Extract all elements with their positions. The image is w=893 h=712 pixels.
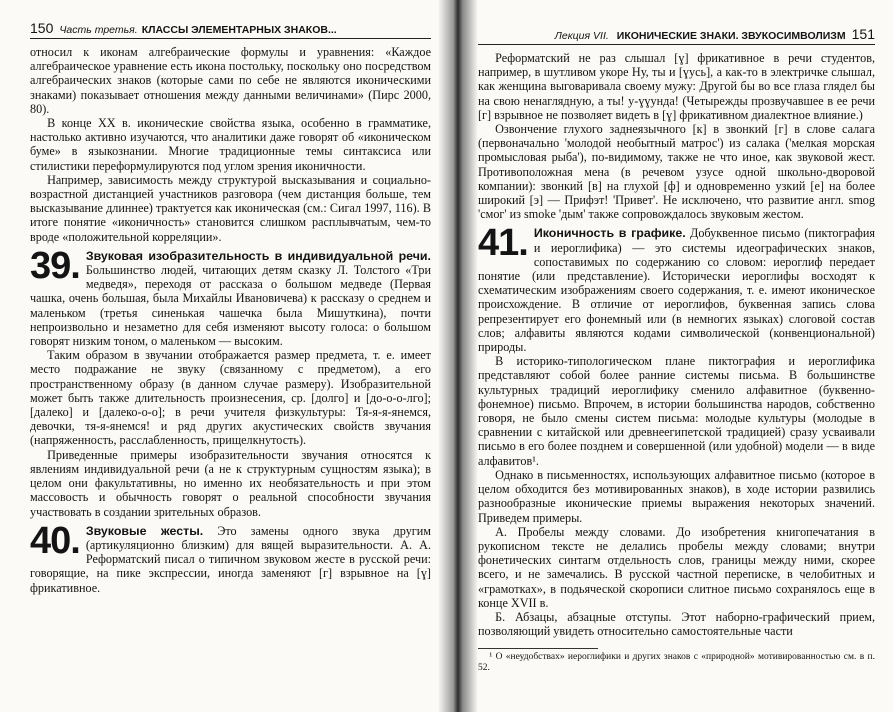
paragraph: Добуквенное письмо (пиктография и иероглифика) — это системы идеографических знаков, сопоставимых по содержанию со словом: иероглиф передает понятие (или представление). Исторически иероглифы восходят к схематическим изображениям своего содержания, т. е. имеют иконическое происхождение. В отличие от иероглифов, буквенная запись слова репрезентирует его фонемный или (в немногих языках) слоговой состав слов; алфавиты являются кодами символической (конвенциональной) природы.	[478, 226, 876, 355]
right-page-number: 151	[851, 26, 875, 42]
section-40-lead	[30, 519, 432, 595]
paragraph: Реформатский не раз слышал [ɣ] фрикативное в речи студентов, например, в шутливом укоре Ну, ты и [ɣусь], а как-то в электричке слышал, как женщина выговаривала своему мужу: Другой бы во все глаза глядел бы на свою ненаглядную, а ты! у-ɣɣунда! (Четырежды прозвучавшее в ее речи [г] взрывное не позволяет видеть в [ɣ] фрикативном диалектное влияние.)	[478, 51, 875, 122]
section-40	[30, 519, 432, 595]
right-header-part: Лекция VII.	[554, 30, 609, 42]
footnote: ¹ О «неудобствах» иероглифики и других знаков с «природной» мотивированностью см. в п. 52.	[478, 652, 875, 674]
paragraph: Это замены одного звука другим (артикуляционно близким) для вящей выразительности. А. А. Реформатский писал о типичном звуковом жесте в русской речи: говорящие, на пике экспрессии, иногда заменяют [г] взрывное на [ɣ] фрикативное.	[30, 523, 432, 595]
left-header-section: КЛАССЫ ЭЛЕМЕНТАРНЫХ ЗНАКОВ...	[141, 24, 337, 36]
paragraph: Озвончение глухого заднеязычного [к] в звонкий [г] в слове салага (первоначально 'молодой необытный матрос') из салака ('мелкая морская промысловая рыба'), по-видимому, также не что иное, как звуковой жест. Противоположная мена (в речевом узусе одной школьно-дворовой компании): звонкий [в] на глухой [ф] и одновременно узкий [е] на более широкий [э] — Прифэт! 'Привет'. Не исключено, что развитие англ. smog 'смог' из smoke 'дым' также сопровождалось звуковым жестом.	[478, 122, 875, 222]
paragraph: Например, зависимость между структурой высказывания и социально-возрастной дистанцией участников разговора (чем дистанция больше, тем высказывание длиннее) трактуется как иконическая (см.: Сигал 1997, 116). В итоге понятие «иконичность» становится слишком расплывчатым, чем-то вроде «положительной корреляции».	[30, 172, 431, 244]
footnote-rule	[478, 648, 598, 649]
left-header-part: Часть третья.	[59, 24, 138, 36]
right-header-section: ИКОНИЧЕСКИЕ ЗНАКИ. ЗВУКОСИМВОЛИЗМ	[616, 30, 846, 42]
section-41-lead	[478, 222, 876, 355]
paragraph: Большинство людей, читающих детям сказку Л. Толстого «Три медведя», переходя от рассказа о большом медведе (Первая чашка, очень большая, была Михайлы Ивановичева) к рассказу о среднем и маленьком (третья синенькая чашечка была Мишуткина), почти непроизвольно и незаметно для себя изменяют высоту голоса: о большом говорят низким тоном, о маленьком — высоким.	[30, 263, 431, 349]
section-41-number: 41.	[478, 222, 528, 265]
section-39-title: Звуковая изобразительность в индивидуальной речи.	[85, 248, 431, 263]
paragraph: Б. Абзацы, абзацные отступы. Этот наборно-графический прием, позволяющий увидеть относительно самостоятельные части	[478, 609, 875, 639]
section-40-number: 40.	[30, 519, 80, 562]
left-page-number: 150	[30, 20, 54, 36]
section-40-title: Звуковые жесты.	[85, 523, 204, 538]
paragraph: В историко-типологическом плане пиктография и иероглифика представляют собой более ранние системы письма. В большинстве культурных традиций иероглифику сменило алфавитное (буквенно-фонемное) письмо. Впрочем, в истории большинства народов, собственно говоря, не было смены систем письма: молодые культуры (молодые в сравнении с китайской или древнеегипетской традицией) сразу усваивали письмо в его более позднем и совершенной (или удобной) модели — в виде алфавитов¹.	[478, 354, 875, 468]
section-39-lead	[30, 244, 431, 349]
right-page	[458, 0, 893, 712]
paragraph: А. Пробелы между словами. До изобретения книгопечатания в рукописном тексте не делались пробелы между словами; внутри фонетических синтагм отдельность слов, границы между ними, скорее всего, и не замечались. В русской частной переписке, в челобитных и «грамотках», в подьяческой скорописи слитное письмо сохранялось еще в конце XVII в.	[478, 524, 875, 610]
section-39	[30, 244, 431, 519]
left-running-header	[30, 20, 431, 39]
paragraph: относил к иконам алгебраические формулы и уравнения: «Каждое алгебраическое уравнение есть икона постольку, поскольку оно посредством алгебраических знаков (которые сами по себе не являются иконическими знаками) показывает отношения между данными величинами» (Пирс 2000, 80).	[30, 45, 431, 116]
section-41	[478, 222, 876, 639]
paragraph: Однако в письменностях, использующих алфавитное письмо (которое в целом обходится без мотивированных знаков), в ходе истории развились разнообразные иконические приемы выражения некоторых значений. Приведем примеры.	[478, 467, 875, 525]
section-41-title: Иконичность в графике.	[533, 226, 686, 241]
paragraph: Таким образом в звучании отображается размер предмета, т. е. имеет место подражание не звуку (связанному с предметом), а его пространственному образу (в данном случае размеру). Изобразительной может быть также длительность произнесения, ср. [долго] и [до-о-о-лго]; [далеко] и [далеко-о-о]; в речи учителя физкультуры: Тя-я-я-янемся, девочки, тя-я-янемся! и ряд других акустических свойств звучания (напряженность, расслабленность, прищелкнутость).	[30, 348, 431, 448]
right-running-header	[478, 26, 875, 45]
paragraph: В конце XX в. иконические свойства языка, особенно в грамматике, настолько активно изучаются, что аналитики даже говорят об «иконическом буме» в языкознании. Многие традиционные темы синтаксиса или стилистики переформулируются под углом зрения иконичности.	[30, 116, 431, 173]
section-39-number: 39.	[30, 244, 80, 287]
paragraph: Приведенные примеры изобразительности звучания относятся к явлениям индивидуальной речи (а не к структурным сущностям языка); в целом они факультативны, но именно их необязательность и при этом массовость и обычность говорят о реальной способности звучания участвовать в создании зрительных образов.	[30, 447, 431, 519]
